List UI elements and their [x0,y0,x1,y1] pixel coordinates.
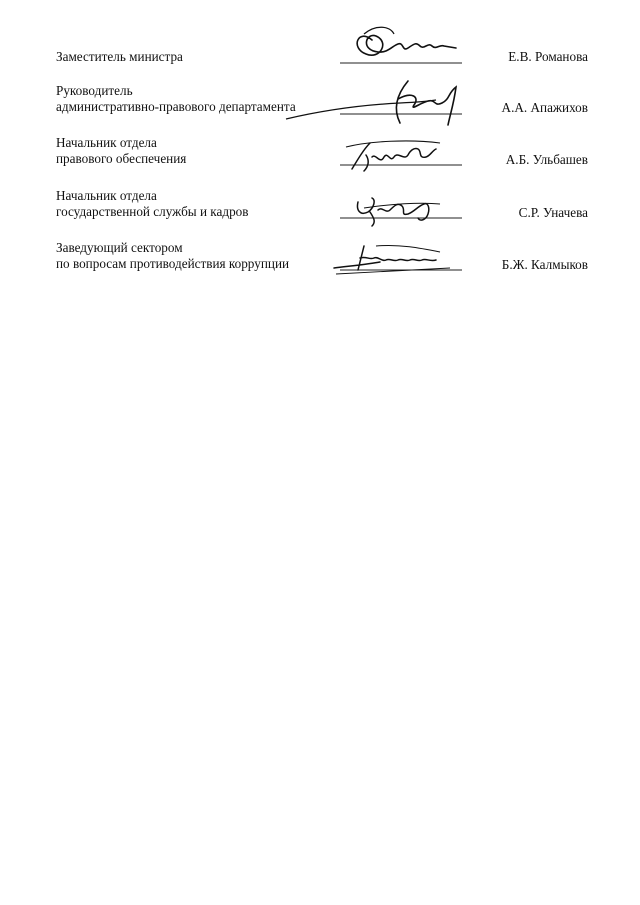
title-line: Руководитель [56,83,133,98]
title-line: административно-правового департамента [56,99,296,114]
title-line: государственной службы и кадров [56,204,249,219]
signatory-title [56,240,289,272]
title-line: правового обеспечения [56,151,187,166]
signatory-row [0,20,640,70]
signatory-row [0,240,640,290]
signatory-row [0,83,640,133]
signature-mark [280,20,480,70]
signatory-title [56,188,248,220]
signatory-name: Е.В. Романова [508,49,588,64]
signature-mark [280,240,480,290]
signatory-name: А.Б. Ульбашев [505,152,588,167]
signatory-title [56,49,183,65]
signatory-name: А.А. Апажихов [501,100,588,115]
signatory-row [0,188,640,238]
title-line: по вопросам противодействия коррупции [56,256,290,271]
title-line: Начальник отдела [56,188,157,203]
title-line: Начальник отдела [56,135,157,150]
signature-mark [280,188,480,238]
title-line: Заведующий сектором [56,240,183,255]
signatory-name: Б.Ж. Калмыков [501,257,588,272]
title-line: Заместитель министра [56,49,183,64]
signatory-row [0,135,640,185]
signature-mark [280,135,480,185]
signature-mark [280,73,480,123]
signatory-title [56,135,186,167]
signatory-name: С.Р. Уначева [518,205,588,220]
signatory-title [56,83,296,115]
